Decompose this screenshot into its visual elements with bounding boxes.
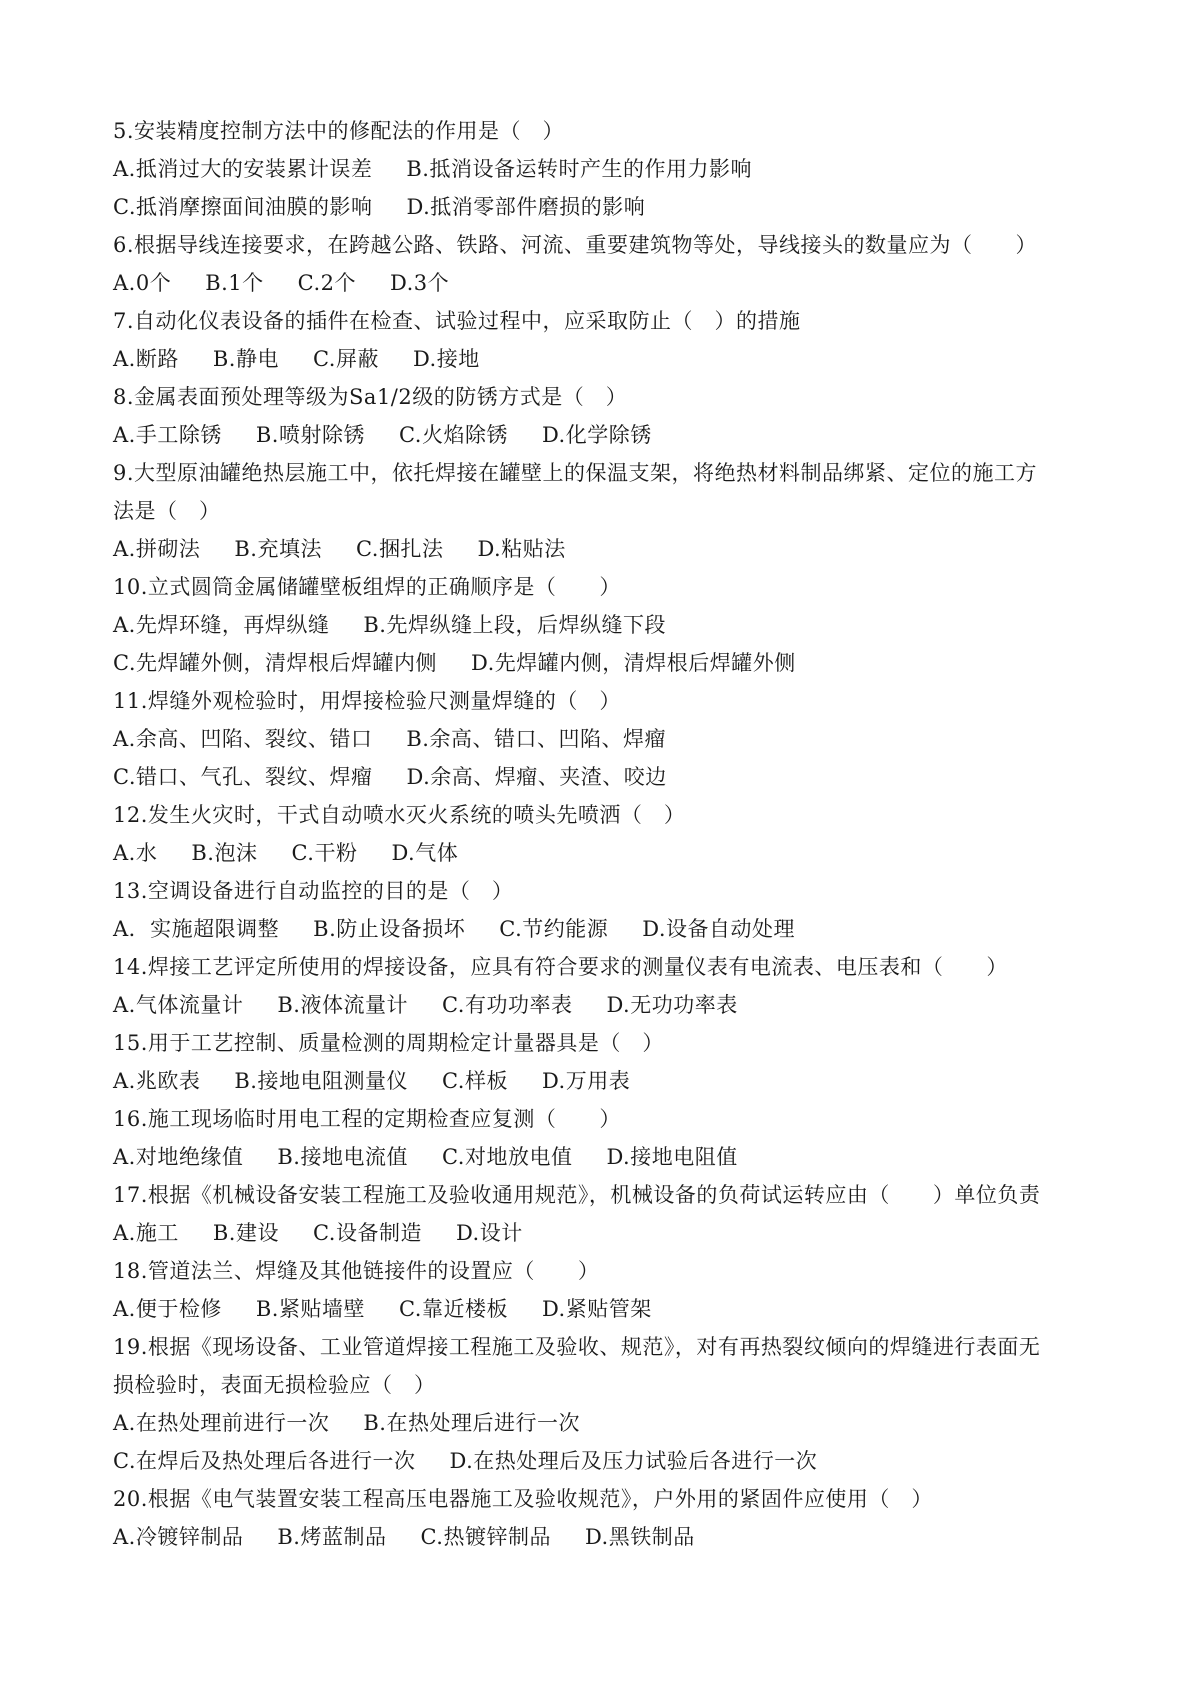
answer-option: C.对地放电值	[441, 1145, 573, 1169]
answer-option: A.冷镀锌制品	[113, 1525, 244, 1549]
answer-options	[113, 910, 1113, 948]
answer-options	[113, 1290, 1113, 1328]
answer-option: C.屏蔽	[312, 347, 379, 371]
question-text: 5.安装精度控制方法中的修配法的作用是（ ）	[113, 119, 565, 143]
answer-option: B.充填法	[234, 537, 322, 561]
answer-options	[113, 150, 1113, 188]
answer-option: A.兆欧表	[113, 1069, 201, 1093]
question-list	[113, 112, 1113, 1556]
answer-options	[113, 264, 1113, 302]
answer-option: D.气体	[391, 841, 459, 865]
answer-option: C.有功功率表	[441, 993, 573, 1017]
answer-option: C.在焊后及热处理后各进行一次	[113, 1449, 416, 1473]
answer-options	[113, 758, 1113, 796]
answer-options	[113, 1404, 1113, 1442]
question-text: 6.根据导线连接要求，在跨越公路、铁路、河流、重要建筑物等处，导线接头的数量应为（ ）	[113, 233, 1038, 257]
answer-option: C.靠近楼板	[398, 1297, 508, 1321]
answer-option: C.错口、气孔、裂纹、焊瘤	[113, 765, 373, 789]
answer-option: C.先焊罐外侧，清焊根后焊罐内侧	[113, 651, 437, 675]
answer-option: A.余高、凹陷、裂纹、错口	[113, 727, 373, 751]
answer-option: C.节约能源	[499, 917, 609, 941]
answer-option: A．实施超限调整	[113, 917, 280, 941]
answer-options	[113, 416, 1113, 454]
answer-option: B.接地电阻测量仪	[234, 1069, 408, 1093]
answer-option: D.3个	[390, 271, 450, 295]
question-text: 12.发生火灾时，干式自动喷水灭火系统的喷头先喷洒（ ）	[113, 803, 686, 827]
question-text: 15.用于工艺控制、质量检测的周期检定计量器具是（ ）	[113, 1031, 664, 1055]
answer-option: B.先焊纵缝上段，后焊纵缝下段	[363, 613, 666, 637]
answer-option: B.余高、错口、凹陷、焊瘤	[406, 727, 666, 751]
answer-option: A.断路	[113, 347, 179, 371]
answer-option: D.设计	[455, 1221, 523, 1245]
question-text: 11.焊缝外观检验时，用焊接检验尺测量焊缝的（ ）	[113, 689, 621, 713]
answer-option: D.紧贴管架	[541, 1297, 652, 1321]
question-text: 19.根据《现场设备、工业管道焊接工程施工及验收、规范》，对有再热裂纹倾向的焊缝进行表面无	[113, 1335, 1041, 1359]
question-text: 7.自动化仪表设备的插件在检查、试验过程中，应采取防止（ ）的措施	[113, 309, 801, 333]
answer-option: A.便于检修	[113, 1297, 222, 1321]
answer-option: D.先焊罐内侧，清焊根后焊罐外侧	[471, 651, 796, 675]
answer-option: B.紧贴墙壁	[255, 1297, 365, 1321]
question-text: 13.空调设备进行自动监控的目的是（ ）	[113, 879, 514, 903]
answer-option: A.拼砌法	[113, 537, 201, 561]
answer-option: D.接地电阻值	[606, 1145, 738, 1169]
answer-option: A.水	[113, 841, 158, 865]
answer-option: D.设备自动处理	[642, 917, 796, 941]
answer-option: C.抵消摩擦面间油膜的影响	[113, 195, 373, 219]
answer-options	[113, 340, 1113, 378]
answer-option: C.干粉	[291, 841, 358, 865]
answer-option: A.先焊环缝，再焊纵缝	[113, 613, 330, 637]
answer-option: D.万用表	[541, 1069, 631, 1093]
question-text: 14.焊接工艺评定所使用的焊接设备，应具有符合要求的测量仪表有电流表、电压表和（ ）	[113, 955, 1008, 979]
answer-option: D.黑铁制品	[584, 1525, 695, 1549]
answer-options	[113, 188, 1113, 226]
answer-options	[113, 1214, 1113, 1252]
answer-options	[113, 1518, 1113, 1556]
question-text: 法是（ ）	[113, 499, 221, 523]
answer-option: B.在热处理后进行一次	[363, 1411, 580, 1435]
answer-options	[113, 1138, 1113, 1176]
answer-option: D.抵消零部件磨损的影响	[406, 195, 646, 219]
answer-option: D.粘贴法	[477, 537, 566, 561]
answer-option: C.样板	[441, 1069, 508, 1093]
answer-option: C.捆扎法	[355, 537, 444, 561]
answer-option: A.手工除锈	[113, 423, 222, 447]
answer-option: C.热镀锌制品	[420, 1525, 551, 1549]
question-text: 17.根据《机械设备安装工程施工及验收通用规范》，机械设备的负荷试运转应由（ ）单位负责	[113, 1183, 1041, 1207]
answer-option: D.无功功率表	[606, 993, 738, 1017]
answer-option: B.建设	[212, 1221, 279, 1245]
answer-option: A.施工	[113, 1221, 179, 1245]
question-text: 损检验时，表面无损检验应（ ）	[113, 1373, 436, 1397]
answer-options	[113, 1062, 1113, 1100]
answer-option: A.对地绝缘值	[113, 1145, 244, 1169]
answer-option: A.气体流量计	[113, 993, 244, 1017]
answer-option: A.在热处理前进行一次	[113, 1411, 330, 1435]
answer-options	[113, 986, 1113, 1024]
answer-option: B.1个	[205, 271, 264, 295]
answer-option: D.余高、焊瘤、夹渣、咬边	[406, 765, 667, 789]
answer-option: D.在热处理后及压力试验后各进行一次	[449, 1449, 818, 1473]
answer-options	[113, 720, 1113, 758]
answer-option: C.火焰除锈	[398, 423, 508, 447]
answer-options	[113, 644, 1113, 682]
answer-option: C.设备制造	[312, 1221, 422, 1245]
question-text: 16.施工现场临时用电工程的定期检查应复测（ ）	[113, 1107, 621, 1131]
answer-option: B.液体流量计	[277, 993, 408, 1017]
answer-options	[113, 606, 1113, 644]
answer-option: A.抵消过大的安装累计误差	[113, 157, 373, 181]
answer-options	[113, 834, 1113, 872]
answer-option: B.接地电流值	[277, 1145, 408, 1169]
question-text: 9.大型原油罐绝热层施工中，依托焊接在罐壁上的保温支架，将绝热材料制品绑紧、定位的施工方	[113, 461, 1038, 485]
answer-option: B.泡沫	[191, 841, 258, 865]
question-text: 20.根据《电气装置安装工程高压电器施工及验收规范》，户外用的紧固件应使用（ ）	[113, 1487, 933, 1511]
answer-option: B.烤蓝制品	[277, 1525, 387, 1549]
answer-option: A.0个	[113, 271, 172, 295]
answer-options	[113, 1442, 1113, 1480]
question-text: 18.管道法兰、焊缝及其他链接件的设置应（ ）	[113, 1259, 600, 1283]
answer-option: D.化学除锈	[541, 423, 652, 447]
answer-option: B.抵消设备运转时产生的作用力影响	[406, 157, 752, 181]
answer-option: D.接地	[412, 347, 480, 371]
question-text: 8.金属表面预处理等级为Sa1/2级的防锈方式是（ ）	[113, 385, 628, 409]
answer-option: B.静电	[212, 347, 279, 371]
answer-options	[113, 530, 1113, 568]
answer-option: C.2个	[297, 271, 357, 295]
question-text: 10.立式圆筒金属储罐壁板组焊的正确顺序是（ ）	[113, 575, 621, 599]
answer-option: B.防止设备损坏	[313, 917, 466, 941]
answer-option: B.喷射除锈	[255, 423, 365, 447]
